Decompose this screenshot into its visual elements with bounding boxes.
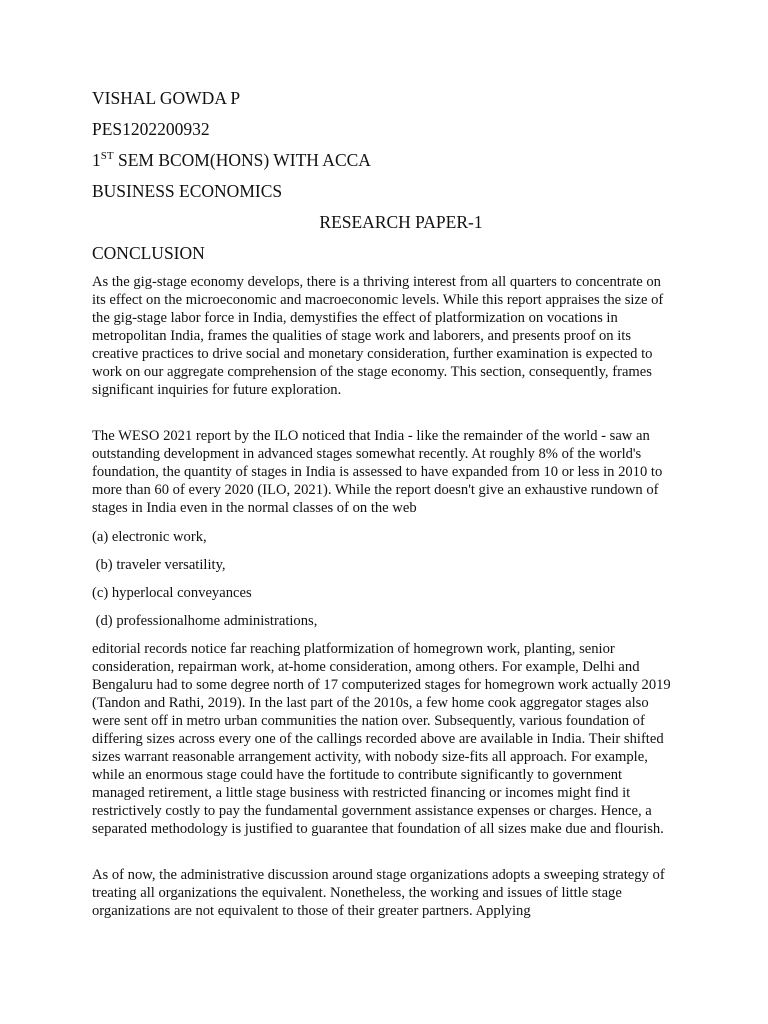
- semester-number: 1: [92, 150, 101, 170]
- list-item-a: (a) electronic work,: [92, 529, 207, 545]
- paragraph-3: editorial records notice far reaching platformization of homegrown work, planting, senior consideration, repairman work, at-home consideration, among others. For example, Delhi and Bengaluru had to some degree north of 17 computerized stages for homegrown work actually 2019 (Tandon and Rathi, 2019). In the last part of the 2010s, a few home cook aggregator stages also were sent off in metro urban communities the nation over. Subsequently, various foundation of differing sizes across every one of the callings recorded above are available in India. Their shifted sizes warrant reasonable arrangement activity, with nobody size-fits all approach. For example, while an enormous stage could have the fortitude to contribute significantly to government managed retirement, a little stage business with restricted financing or incomes might find it restrictively costly to pay the fundamental government assistance expenses or charges. Hence, a separated methodology is justified to guarantee that foundation of all sizes make due and flourish.: [92, 641, 671, 837]
- paragraph-2: The WESO 2021 report by the ILO noticed that India - like the remainder of the world - saw an outstanding development in advanced stages somewhat recently. At roughly 8% of the world's foundation, the quantity of stages in India is assessed to have expanded from 10 or less in 2010 to more than 60 of every 2020 (ILO, 2021). While the report doesn't give an exhaustive rundown of stages in India even in the normal classes of on the web: [92, 428, 663, 516]
- paper-title: RESEARCH PAPER-1: [319, 212, 483, 232]
- student-id: PES1202200932: [92, 119, 210, 139]
- paragraph-1: As the gig-stage economy develops, there is a thriving interest from all quarters to concentrate on its effect on the microeconomic and macroeconomic levels. While this report appraises the size of the gig-stage labor force in India, demystifies the effect of platformization on vocations in metropolitan India, frames the qualities of stage work and laborers, and presents proof on its creative practices to drive social and monetary consideration, further examination is expected to work on our aggregate comprehension of the stage economy. This section, consequently, frames significant inquiries for future exploration.: [92, 274, 664, 398]
- semester-superscript: ST: [100, 150, 114, 162]
- list-item-d: (d) professionalhome administrations,: [92, 613, 318, 629]
- semester-rest: SEM BCOM(HONS) WITH ACCA: [113, 150, 371, 170]
- semester-line: [92, 150, 371, 170]
- author-name: VISHAL GOWDA P: [92, 88, 241, 108]
- subject-title: BUSINESS ECONOMICS: [92, 181, 283, 201]
- paragraph-4: As of now, the administrative discussion around stage organizations adopts a sweeping strategy of treating all organizations the equivalent. Nonetheless, the working and issues of little stage organizations are not equivalent to those of their greater partners. Applying: [92, 867, 665, 919]
- section-heading: CONCLUSION: [92, 243, 205, 263]
- list-item-b: (b) traveler versatility,: [92, 557, 226, 573]
- list-item-c: (c) hyperlocal conveyances: [92, 585, 252, 601]
